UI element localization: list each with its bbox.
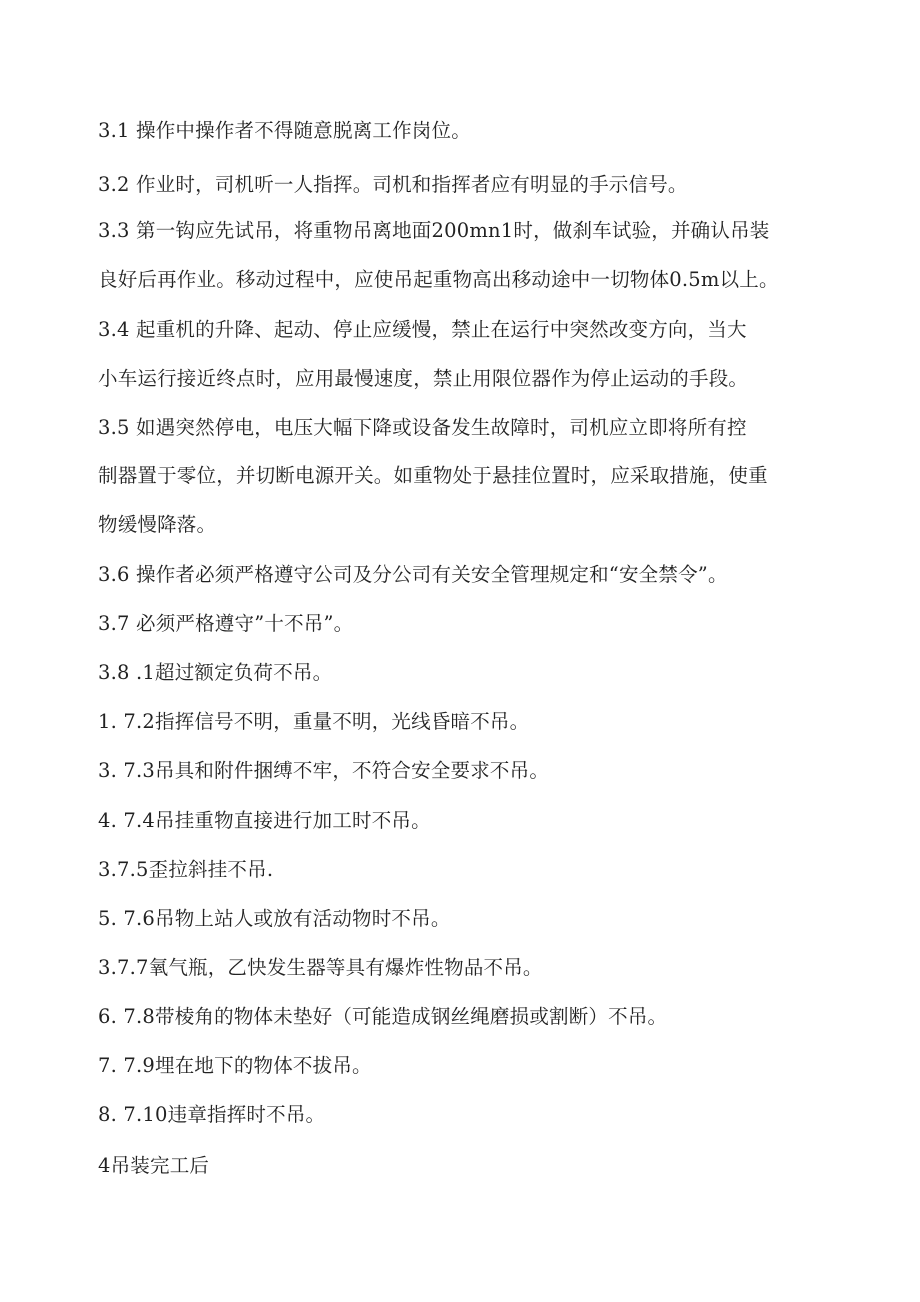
text-line-3-2: 3.2 作业时，司机听一人指挥。司机和指挥者应有明显的手示信号。 [98,173,688,196]
text-line-7-10: 8. 7.10违章指挥时不吊。 [98,1103,326,1126]
text-line-3-1: 3.1 操作中操作者不得随意脱离工作岗位。 [98,119,471,142]
text-line-7-3: 3. 7.3吊具和附件捆缚不牢，不符合安全要求不吊。 [98,759,550,782]
text-line-7-6: 5. 7.6吊物上站人或放有活动物时不吊。 [98,907,451,930]
text-line-3-3-cont: 良好后再作业。移动过程中，应使吊起重物高出移动途中一切物体0.5m以上。 [98,268,779,291]
text-line-3-8: 3.8 .1超过额定负荷不吊。 [98,661,333,684]
section-heading-4: 4吊装完工后 [98,1154,210,1177]
text-line-7-8: 6. 7.8带棱角的物体未垫好（可能造成钢丝绳磨损或割断）不吊。 [98,1005,668,1028]
text-line-3-5-cont-2: 物缓慢降落。 [98,513,217,536]
text-line-3-6: 3.6 操作者必须严格遵守公司及分公司有关安全管理规定和“安全禁令”。 [98,563,728,586]
text-line-7-9: 7. 7.9埋在地下的物体不拔吊。 [98,1054,372,1077]
text-line-7-7: 3.7.7氧气瓶，乙快发生器等具有爆炸性物品不吊。 [98,956,543,979]
text-line-3-5: 3.5 如遇突然停电，电压大幅下降或设备发生故障时，司机应立即将所有控 [98,416,747,439]
text-line-3-4-cont: 小车运行接近终点时，应用最慢速度，禁止用限位器作为停止运动的手段。 [98,367,749,390]
text-line-7-5: 3.7.5歪拉斜挂不吊. [98,858,274,881]
text-line-3-5-cont-1: 制器置于零位，并切断电源开关。如重物处于悬挂位置时，应采取措施，使重 [98,464,768,487]
text-line-7-2: 1. 7.2指挥信号不明，重量不明，光线昏暗不吊。 [98,710,530,733]
text-line-3-7: 3.7 必须严格遵守”十不吊”。 [98,612,354,635]
text-line-7-4: 4. 7.4吊挂重物直接进行加工时不吊。 [98,809,431,832]
text-line-3-4: 3.4 起重机的升降、起动、停止应缓慢，禁止在运行中突然改变方向，当大 [98,318,747,341]
text-line-3-3: 3.3 第一钩应先试吊，将重物吊离地面200mn1时，做刹车试验，并确认吊装 [98,219,770,242]
